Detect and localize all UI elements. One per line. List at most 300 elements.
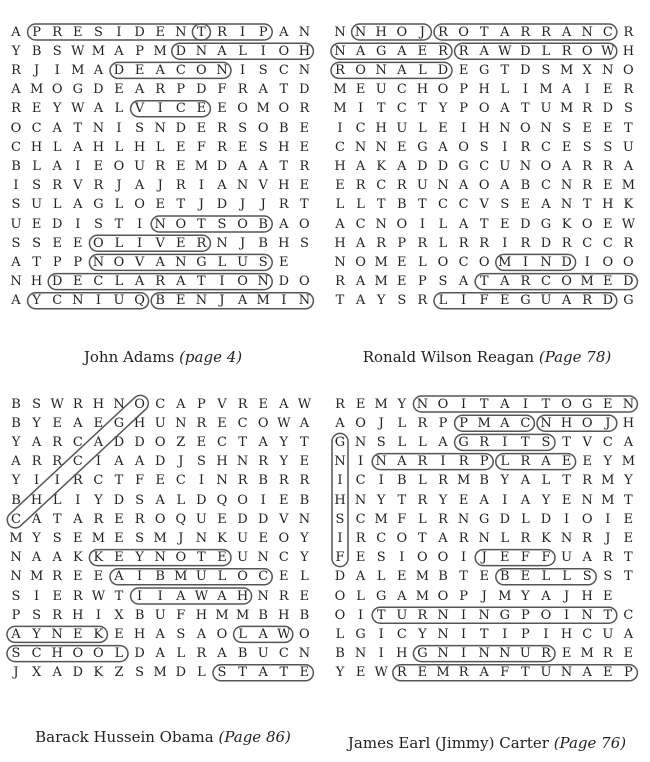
grid-letter: L — [52, 492, 62, 508]
grid-letter: S — [93, 216, 103, 232]
grid-letter: N — [375, 454, 387, 470]
grid-letter: A — [11, 254, 21, 270]
grid-letter: F — [176, 607, 186, 623]
grid-letter: E — [397, 139, 407, 155]
grid-letter: Y — [541, 492, 551, 508]
grid-letter: N — [195, 293, 208, 309]
grid-letter: D — [93, 82, 104, 98]
grid-letter: R — [31, 454, 42, 470]
grid-letter: H — [30, 139, 43, 155]
grid-letter: S — [582, 139, 592, 155]
grid-letter: A — [134, 454, 145, 470]
grid-letter: Z — [176, 434, 186, 450]
grid-letter: G — [375, 588, 387, 604]
grid-letter: W — [621, 216, 636, 232]
grid-letter: T — [279, 158, 289, 174]
grid-letter: E — [114, 530, 124, 546]
grid-letter: R — [561, 43, 572, 59]
grid-letter: A — [500, 415, 510, 431]
grid-letter: H — [51, 646, 63, 662]
grid-letter: R — [438, 43, 448, 59]
grid-letter: B — [500, 569, 510, 585]
grid-letter: H — [278, 235, 290, 251]
grid-letter: K — [72, 550, 83, 566]
grid-letter: I — [543, 626, 549, 642]
grid-letter: W — [71, 101, 85, 117]
grid-letter: S — [376, 434, 386, 450]
grid-letter: R — [479, 434, 490, 450]
grid-letter: L — [418, 62, 427, 78]
grid-letter: D — [561, 254, 572, 270]
grid-letter: E — [279, 254, 289, 270]
grid-letter: C — [376, 178, 387, 194]
grid-letter: E — [196, 434, 207, 450]
grid-letter: C — [541, 178, 551, 194]
grid-letter: T — [624, 569, 633, 585]
grid-letter: O — [623, 254, 634, 270]
grid-letter: P — [11, 607, 21, 623]
grid-letter: U — [10, 216, 22, 232]
grid-letter: L — [562, 569, 571, 585]
grid-letter: T — [114, 473, 124, 489]
grid-letter: A — [155, 646, 165, 662]
grid-letter: C — [217, 434, 227, 450]
grid-letter: H — [375, 24, 387, 40]
grid-letter: C — [31, 120, 42, 136]
grid-letter: E — [31, 216, 42, 232]
grid-letter: R — [520, 24, 531, 40]
grid-letter: I — [54, 473, 60, 489]
grid-letter: B — [335, 646, 345, 662]
grid-letter: I — [337, 473, 343, 489]
grid-letter: C — [458, 197, 469, 213]
grid-letter: N — [10, 550, 22, 566]
grid-letter: N — [499, 646, 511, 662]
grid-letter: E — [355, 665, 366, 681]
grid-letter: B — [11, 492, 21, 508]
grid-letter: T — [279, 82, 289, 98]
grid-letter: A — [93, 434, 104, 450]
grid-letter: S — [258, 139, 268, 155]
grid-letter: E — [623, 530, 634, 546]
grid-letter: E — [114, 82, 124, 98]
grid-letter: T — [603, 607, 613, 623]
grid-letter: E — [355, 396, 366, 412]
grid-letter: U — [622, 139, 634, 155]
grid-letter: I — [240, 62, 246, 78]
grid-letter: M — [477, 415, 491, 431]
grid-letter: L — [155, 139, 165, 155]
grid-letter: L — [521, 511, 530, 527]
grid-letter: L — [418, 434, 427, 450]
grid-letter: N — [478, 607, 490, 623]
grid-letter: T — [300, 197, 309, 213]
grid-letter: R — [175, 178, 186, 194]
grid-letter: S — [196, 454, 206, 470]
grid-letter: E — [237, 139, 248, 155]
grid-letter: D — [602, 101, 614, 117]
letter-grid — [4, 392, 322, 692]
grid-letter: A — [355, 293, 366, 309]
grid-letter: M — [153, 665, 167, 681]
grid-letter: A — [479, 492, 489, 508]
grid-letter: E — [458, 62, 469, 78]
grid-letter: N — [354, 434, 367, 450]
grid-letter: P — [438, 415, 448, 431]
grid-letter: C — [582, 626, 593, 642]
grid-letter: O — [540, 607, 552, 623]
grid-letter: I — [502, 434, 508, 450]
grid-letter: S — [335, 511, 345, 527]
grid-letter: M — [91, 43, 106, 59]
grid-letter: N — [354, 492, 367, 508]
grid-letter: I — [95, 454, 101, 470]
grid-letter: P — [258, 24, 268, 40]
grid-letter: R — [458, 235, 469, 251]
grid-letter: L — [438, 293, 448, 309]
caption-name: Barack Hussein Obama — [35, 728, 214, 746]
grid-letter: N — [375, 216, 387, 232]
grid-letter: M — [415, 588, 430, 604]
grid-letter: W — [277, 415, 291, 431]
grid-letter: H — [133, 415, 146, 431]
grid-letter: E — [279, 492, 289, 508]
grid-letter: Y — [135, 550, 144, 566]
grid-letter: M — [559, 101, 574, 117]
grid-letter: E — [299, 139, 310, 155]
grid-letter: T — [479, 274, 489, 290]
grid-letter: N — [354, 646, 367, 662]
grid-letter: E — [561, 139, 572, 155]
grid-letter: T — [500, 62, 510, 78]
grid-letter: A — [217, 588, 227, 604]
grid-letter: B — [134, 607, 145, 623]
grid-letter: L — [541, 569, 551, 585]
grid-letter: R — [217, 24, 227, 40]
grid-letter: L — [418, 473, 427, 489]
grid-letter: W — [601, 43, 615, 59]
grid-letter: N — [298, 62, 311, 78]
grid-letter: A — [500, 274, 510, 290]
grid-letter: C — [355, 511, 366, 527]
grid-letter: K — [93, 626, 104, 642]
grid-letter: M — [601, 492, 615, 508]
grid-letter: E — [52, 415, 62, 431]
grid-letter: A — [397, 62, 407, 78]
grid-letter: N — [195, 530, 208, 546]
grid-letter: H — [622, 415, 635, 431]
grid-letter: F — [135, 473, 145, 489]
grid-letter: A — [11, 82, 21, 98]
grid-letter: H — [416, 82, 429, 98]
grid-letter: C — [155, 396, 166, 412]
grid-letter: G — [581, 396, 593, 412]
grid-letter: K — [376, 158, 387, 174]
grid-letter: G — [417, 646, 428, 662]
grid-letter: C — [376, 530, 387, 546]
grid-letter: I — [13, 178, 19, 194]
grid-letter: U — [540, 665, 552, 681]
grid-letter: A — [52, 120, 62, 136]
grid-letter: E — [582, 454, 592, 470]
grid-letter: E — [217, 511, 227, 527]
grid-letter: O — [93, 646, 104, 662]
grid-letter: W — [91, 588, 106, 604]
grid-letter: O — [396, 530, 408, 546]
grid-letter: I — [157, 101, 163, 117]
grid-letter: R — [72, 588, 83, 604]
grid-letter: T — [238, 434, 247, 450]
grid-letter: N — [216, 62, 228, 78]
grid-letter: I — [440, 454, 446, 470]
grid-letter: S — [582, 569, 592, 585]
grid-letter: O — [134, 396, 145, 412]
grid-letter: P — [135, 43, 144, 59]
grid-letter: O — [437, 254, 449, 270]
grid-letter: A — [561, 293, 572, 309]
grid-letter: J — [419, 24, 425, 40]
grid-letter: T — [521, 434, 530, 450]
grid-letter: A — [479, 665, 489, 681]
grid-letter: A — [114, 569, 124, 585]
grid-letter: E — [176, 293, 186, 309]
grid-letter: A — [520, 492, 531, 508]
grid-letter: N — [334, 454, 346, 470]
grid-letter: R — [520, 139, 531, 155]
grid-letter: R — [155, 274, 166, 290]
grid-letter: Y — [300, 550, 309, 566]
grid-letter: L — [217, 569, 227, 585]
grid-letter: W — [277, 626, 291, 642]
grid-letter: R — [196, 235, 207, 251]
grid-letter: L — [541, 473, 551, 489]
grid-letter: A — [438, 434, 448, 450]
grid-letter: I — [95, 293, 101, 309]
grid-letter: N — [10, 569, 22, 585]
grid-letter: R — [278, 197, 289, 213]
grid-letter: H — [334, 158, 346, 174]
grid-letter: E — [217, 550, 227, 566]
grid-letter: R — [623, 82, 634, 98]
grid-letter: V — [582, 434, 592, 450]
grid-letter: A — [114, 454, 124, 470]
grid-letter: N — [92, 120, 105, 136]
grid-letter: W — [71, 43, 85, 59]
grid-letter: A — [279, 216, 289, 232]
grid-letter: L — [114, 197, 124, 213]
grid-letter: E — [155, 197, 165, 213]
grid-letter: A — [93, 101, 104, 117]
grid-letter: A — [397, 588, 407, 604]
grid-letter: N — [354, 24, 367, 40]
grid-letter: M — [580, 646, 594, 662]
grid-letter: A — [541, 454, 551, 470]
grid-letter: J — [239, 235, 246, 251]
grid-letter: S — [32, 235, 42, 251]
grid-letter: R — [299, 101, 310, 117]
grid-letter: N — [519, 158, 532, 174]
grid-letter: M — [498, 588, 512, 604]
grid-letter: R — [335, 396, 345, 412]
grid-letter: T — [335, 293, 345, 309]
grid-letter: S — [397, 293, 407, 309]
grid-letter: E — [520, 197, 531, 213]
grid-letter: M — [235, 607, 250, 623]
grid-letter: U — [540, 101, 552, 117]
grid-letter: E — [397, 274, 407, 290]
grid-letter: I — [584, 254, 590, 270]
grid-letter: U — [113, 293, 125, 309]
grid-letter: A — [73, 197, 83, 213]
grid-letter: S — [52, 530, 62, 546]
grid-letter: J — [178, 454, 184, 470]
grid-letter: O — [257, 415, 269, 431]
grid-letter: A — [258, 626, 268, 642]
grid-letter: R — [520, 530, 531, 546]
grid-letter: O — [437, 82, 449, 98]
grid-letter: M — [621, 178, 636, 194]
grid-letter: L — [376, 569, 386, 585]
grid-letter: N — [457, 511, 470, 527]
grid-letter: T — [32, 254, 41, 270]
grid-letter: D — [216, 197, 228, 213]
grid-letter: E — [73, 569, 83, 585]
grid-letter: N — [437, 626, 449, 642]
grid-letter: A — [258, 158, 268, 174]
puzzle-john-adams — [4, 20, 322, 320]
grid-letter: J — [605, 530, 611, 546]
grid-letter: A — [458, 178, 469, 194]
grid-letter: S — [258, 254, 268, 270]
grid-letter: A — [155, 254, 165, 270]
grid-letter: R — [417, 607, 428, 623]
grid-letter: D — [113, 62, 125, 78]
grid-letter: N — [540, 120, 552, 136]
grid-letter: I — [564, 511, 570, 527]
grid-letter: T — [197, 24, 206, 40]
grid-letter: L — [114, 101, 124, 117]
grid-letter: K — [93, 550, 104, 566]
grid-letter: Y — [624, 473, 633, 489]
grid-letter: R — [417, 293, 428, 309]
grid-letter: N — [602, 62, 614, 78]
grid-letter: A — [11, 626, 21, 642]
grid-letter: C — [602, 434, 613, 450]
grid-letter: V — [479, 197, 489, 213]
grid-letter: T — [197, 216, 206, 232]
grid-letter: X — [31, 665, 42, 681]
grid-letter: O — [93, 235, 104, 251]
grid-letter: A — [479, 43, 489, 59]
grid-letter: E — [52, 235, 62, 251]
puzzle-barack-obama — [4, 392, 322, 692]
grid-letter: I — [95, 607, 101, 623]
grid-letter: D — [175, 43, 187, 59]
grid-letter: L — [438, 216, 448, 232]
grid-letter: R — [52, 178, 63, 194]
grid-letter: O — [437, 550, 449, 566]
grid-letter: E — [458, 492, 469, 508]
grid-letter: E — [299, 454, 310, 470]
grid-letter: T — [582, 197, 592, 213]
grid-letter: N — [334, 43, 346, 59]
grid-letter: I — [260, 492, 266, 508]
grid-letter: R — [11, 101, 21, 117]
grid-letter: S — [93, 24, 103, 40]
grid-letter: U — [396, 120, 408, 136]
caption-name: Ronald Wilson Reagan — [362, 348, 535, 366]
grid-letter: O — [278, 530, 290, 546]
grid-letter: I — [502, 626, 508, 642]
grid-letter: R — [520, 235, 531, 251]
grid-letter: E — [73, 24, 83, 40]
grid-letter: R — [355, 178, 366, 194]
grid-letter: C — [335, 139, 345, 155]
grid-letter: R — [72, 473, 83, 489]
grid-letter: U — [416, 178, 428, 194]
grid-letter: V — [279, 511, 289, 527]
grid-letter: D — [196, 492, 207, 508]
grid-letter: C — [541, 139, 551, 155]
grid-letter: I — [584, 82, 590, 98]
grid-letter: U — [134, 158, 146, 174]
grid-letter: P — [459, 588, 468, 604]
grid-letter: E — [299, 665, 310, 681]
grid-letter: Y — [418, 626, 427, 642]
grid-letter: O — [458, 139, 469, 155]
grid-letter: B — [237, 646, 248, 662]
grid-letter: I — [337, 530, 343, 546]
grid-letter: B — [258, 607, 268, 623]
grid-letter: B — [11, 396, 21, 412]
grid-letter: N — [195, 43, 208, 59]
grid-letter: L — [114, 235, 124, 251]
grid-letter: C — [438, 197, 448, 213]
grid-letter: I — [605, 511, 611, 527]
grid-letter: C — [396, 101, 407, 117]
grid-letter: I — [137, 235, 143, 251]
grid-letter: E — [603, 178, 613, 194]
grid-letter: A — [31, 434, 42, 450]
grid-letter: E — [258, 396, 268, 412]
caption-ronald-reagan — [328, 348, 646, 366]
grid-letter: Y — [438, 492, 448, 508]
grid-letter: N — [540, 415, 552, 431]
grid-letter: N — [175, 415, 187, 431]
grid-letter: N — [540, 254, 552, 270]
grid-letter: M — [91, 530, 106, 546]
grid-letter: A — [500, 178, 510, 194]
grid-letter: E — [355, 550, 366, 566]
grid-letter: I — [75, 216, 81, 232]
grid-letter: T — [418, 101, 427, 117]
grid-letter: A — [155, 492, 165, 508]
grid-letter: E — [176, 235, 186, 251]
grid-letter: H — [478, 82, 490, 98]
grid-letter: O — [113, 158, 125, 174]
grid-letter: G — [72, 82, 83, 98]
grid-letter: F — [500, 665, 510, 681]
grid-letter: O — [581, 415, 593, 431]
grid-letter: S — [135, 665, 145, 681]
grid-letter: S — [32, 396, 42, 412]
grid-letter: T — [479, 24, 489, 40]
grid-letter: A — [176, 396, 186, 412]
grid-letter: O — [278, 43, 290, 59]
grid-letter: R — [396, 665, 407, 681]
grid-letter: Y — [376, 492, 386, 508]
grid-letter: A — [355, 569, 366, 585]
